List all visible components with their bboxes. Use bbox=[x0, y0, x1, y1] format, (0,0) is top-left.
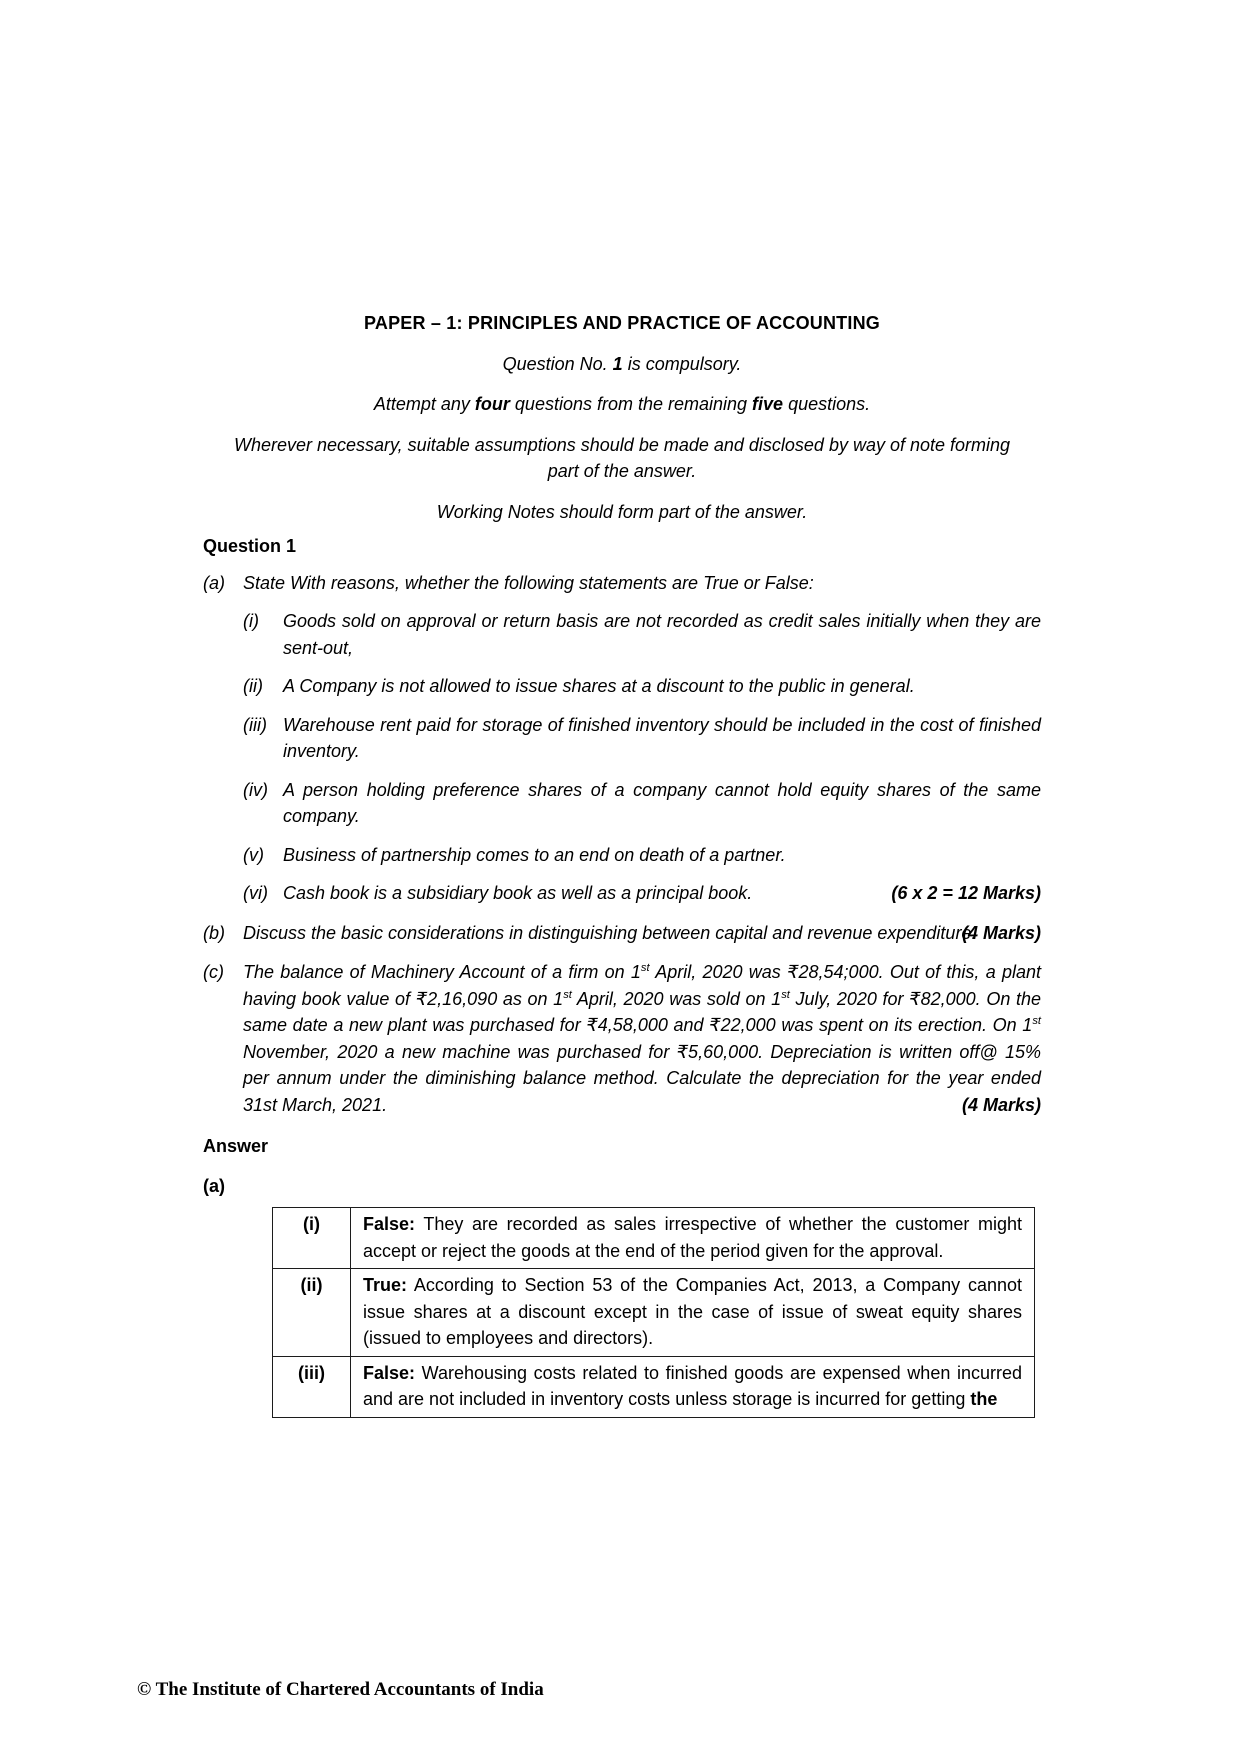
part-c-label: (c) bbox=[203, 962, 224, 982]
document-content bbox=[203, 310, 1041, 1418]
statement-v-text: Business of partnership comes to an end on death of a partner. bbox=[283, 844, 786, 865]
statement-iv-label: (iv) bbox=[243, 779, 268, 800]
paper-title: PAPER – 1: PRINCIPLES AND PRACTICE OF ACCOUNTING bbox=[364, 313, 880, 333]
statement-iii bbox=[203, 712, 1041, 765]
answer-row-i bbox=[273, 1208, 1035, 1269]
statement-vi-text: Cash book is a subsidiary book as well as a principal book. bbox=[283, 883, 753, 903]
question-1c bbox=[203, 959, 1041, 1118]
statement-iii-label: (iii) bbox=[243, 714, 267, 735]
answer-table bbox=[272, 1207, 1035, 1418]
statement-iv-text: A person holding preference shares of a company cannot hold equity shares of the same company. bbox=[283, 779, 1041, 826]
question-1-heading: Question 1 bbox=[203, 536, 297, 556]
copyright-footer: © The Institute of Chartered Accountants of India bbox=[137, 1679, 544, 1700]
part-c-text: The balance of Machinery Account of a firm on 1st April, 2020 was ₹28,54;000. Out of this, a plant having book value of ₹2,16,090 as on 1st April, 2020 was sold on 1st July, 2020 for ₹82,000. On the same date a new plant was purchased for ₹4,58,000 and ₹22,000 was spent on its erection. On 1st November, 2020 a new machine was purchased for ₹5,60,000. Depreciation is written off@ 15% per annum under the diminishing balance method. Calculate the depreciation for the year ended 31st March, 2021. bbox=[243, 962, 1042, 1115]
answer-row-ii-label: (ii) bbox=[273, 1269, 351, 1357]
part-a-marks: (6 x 2 = 12 Marks) bbox=[891, 883, 1041, 903]
statement-ii bbox=[203, 673, 1041, 700]
answer-row-i-label: (i) bbox=[273, 1208, 351, 1269]
statement-i bbox=[203, 608, 1041, 661]
part-a-label: (a) bbox=[203, 572, 225, 593]
statement-vi-label: (vi) bbox=[243, 883, 268, 903]
part-b-label: (b) bbox=[203, 922, 225, 943]
part-a-intro: State With reasons, whether the following statements are True or False: bbox=[243, 572, 814, 593]
statement-ii-label: (ii) bbox=[243, 676, 263, 696]
question-1b bbox=[203, 920, 1041, 947]
statement-i-text: Goods sold on approval or return basis are not recorded as credit sales initially when they are sent-out, bbox=[283, 611, 1041, 658]
statement-ii-text: A Company is not allowed to issue shares at a discount to the public in general. bbox=[283, 676, 915, 696]
answer-row-ii-text: True: According to Section 53 of the Companies Act, 2013, a Company cannot issue shares at a discount except in the case of issue of sweat equity shares (issued to employees and directors). bbox=[351, 1269, 1035, 1357]
instruction-working-notes: Working Notes should form part of the answer. bbox=[436, 501, 808, 522]
part-b-text: Discuss the basic considerations in distinguishing between capital and revenue expenditure. bbox=[243, 922, 977, 943]
instruction-attempt: Attempt any four questions from the remaining five questions. bbox=[373, 394, 871, 414]
answer-row-i-text: False: They are recorded as sales irrespective of whether the customer might accept or reject the goods at the end of the period given for the approval. bbox=[351, 1208, 1035, 1269]
answer-row-ii bbox=[273, 1269, 1035, 1357]
statement-i-label: (i) bbox=[243, 611, 259, 631]
statement-vi bbox=[203, 880, 1041, 907]
answer-row-iii-label: (iii) bbox=[273, 1356, 351, 1417]
answer-row-iii bbox=[273, 1356, 1035, 1417]
part-c-marks: (4 Marks) bbox=[961, 1094, 1041, 1115]
answer-part-a-label: (a) bbox=[203, 1175, 225, 1196]
instruction-compulsory: Question No. 1 is compulsory. bbox=[502, 353, 742, 374]
instruction-assumptions: Wherever necessary, suitable assumptions should be made and disclosed by way of note forming part of the answer. bbox=[233, 434, 1011, 481]
statement-iv bbox=[203, 777, 1041, 830]
statement-iii-text: Warehouse rent paid for storage of finished inventory should be included in the cost of finished inventory. bbox=[283, 714, 1041, 761]
part-b-marks: (4 Marks) bbox=[961, 922, 1041, 943]
statement-v-label: (v) bbox=[243, 844, 264, 865]
answer-row-iii-text: False: Warehousing costs related to finished goods are expensed when incurred and are not included in inventory costs unless storage is incurred for getting the bbox=[351, 1356, 1035, 1417]
question-1a bbox=[203, 570, 1041, 597]
answer-heading: Answer bbox=[203, 1136, 269, 1156]
statement-v bbox=[203, 842, 1041, 869]
